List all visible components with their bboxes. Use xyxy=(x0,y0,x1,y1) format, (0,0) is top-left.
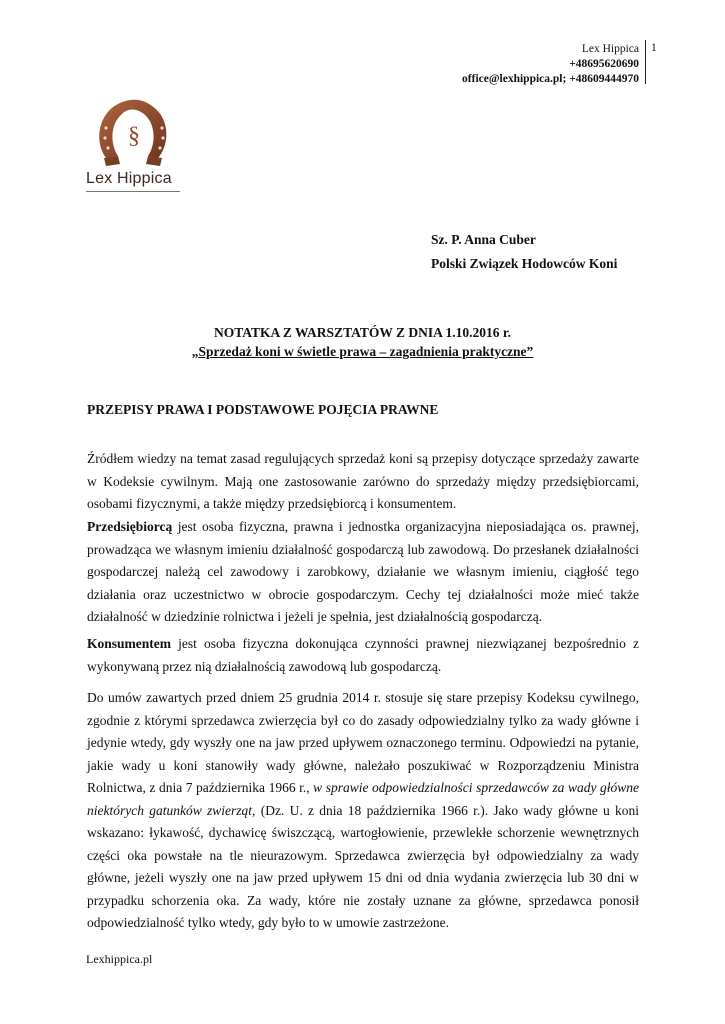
definition-consumer: jest osoba fizyczna dokonująca czynności prawnej niezwiązanej bezpośrednio z wykonywaną przez nią działalnością zawodową lub gospodarczą. xyxy=(87,636,639,674)
logo-symbol: § xyxy=(128,123,140,149)
header-name: Lex Hippica xyxy=(581,43,639,55)
page-footer: Lexhippica.pl xyxy=(86,952,153,966)
page-number: 1 xyxy=(651,42,657,54)
paragraph-sources: Źródłem wiedzy na temat zasad regulujących sprzedaż koni są przepisy dotyczące sprzedaży zawarte w Kodeksie cywilnym. Mają one zastosowanie zarówno do sprzedaży między przedsiębiorcami, osobami fizycznymi, a także między przedsiębiorcą i konsumentem. xyxy=(87,451,639,511)
title-subtitle: „Sprzedaż koni w świetle prawa – zagadnienia praktyczne” xyxy=(191,344,534,359)
header-contact: office@lexhippica.pl; +48609444970 xyxy=(462,73,639,85)
term-consumer: Konsumentem xyxy=(87,636,171,651)
logo-underline xyxy=(86,191,180,192)
document-title xyxy=(0,323,725,361)
paragraph-entrepreneur xyxy=(87,516,639,629)
recipient-block xyxy=(431,228,617,276)
page-header xyxy=(462,42,639,87)
title-main: NOTATKA Z WARSZTATÓW Z DNIA 1.10.2016 r. xyxy=(214,325,511,340)
old-regulations-text-a: Do umów zawartych przed dniem 25 grudnia 2014 r. stosuje się stare przepisy Kodeksu cywilnego, zgodnie z którymi sprzedawca zwierzęcia był co do zasady odpowiedzialny tylko za wady główne i jedynie wtedy, gdy wyszły one na jaw przed upływem oznaczonego terminu. Odpowiedzi na pytanie, jakie wady u koni stanowiły wady główne, należało poszukiwać w Rozporządzeniu Ministra Rolnictwa, z dnia 7 października 1966 r., xyxy=(87,690,639,795)
regulation-title: w sprawie odpowiedzialności sprzedawców za wady główne niektórych gatunków zwierząt xyxy=(87,780,639,818)
header-phone: +48695620690 xyxy=(569,58,639,70)
recipient-name: Sz. P. Anna Cuber xyxy=(431,232,536,247)
section-heading: PRZEPISY PRAWA I PODSTAWOWE POJĘCIA PRAWNE xyxy=(87,402,439,417)
term-entrepreneur: Przedsiębiorcą xyxy=(87,519,173,534)
header-divider xyxy=(645,40,646,84)
logo-text: Lex Hippica xyxy=(86,170,172,187)
old-regulations-text-b: , (Dz. U. z dnia 18 października 1966 r.). Jako wady główne u koni wskazano: łykawość, dychawicę świszczącą, wartogłowienie, przewlekłe schorzenie wewnętrznych części oka powstałe na tle nieurazowym. Sprzedawca zwierzęcia był odpowiedzialny za wady główne, jeżeli wyszły one na jaw przed upływem 15 dni od dnia wydania zwierzęcia lub 30 dni w przypadku schorzenia oka. Za wady, które nie zostały uznane za główne, sprzedawca ponosił odpowiedzialność tylko wtedy, gdy było to w umowie zastrzeżone. xyxy=(87,802,639,930)
paragraph-consumer xyxy=(87,633,639,678)
recipient-organization: Polski Związek Hodowców Koni xyxy=(431,256,618,271)
definition-entrepreneur: jest osoba fizyczna, prawna i jednostka organizacyjna nieposiadająca os. prawnej, prowadząca we własnym imieniu działalność gospodarczą lub zawodową. Do przesłanek działalności gospodarczej należą cel zawodowy i zarobkowy, działanie we własnym imieniu, ciągłość tego działania oraz uczestnictwo w obrocie gospodarczym. Cechy tej działalności może mieć także działalność w dziedzinie rolnictwa i jeżeli je spełnia, jest działalnością gospodarczą. xyxy=(87,519,639,624)
paragraph-old-regulations xyxy=(87,687,639,935)
